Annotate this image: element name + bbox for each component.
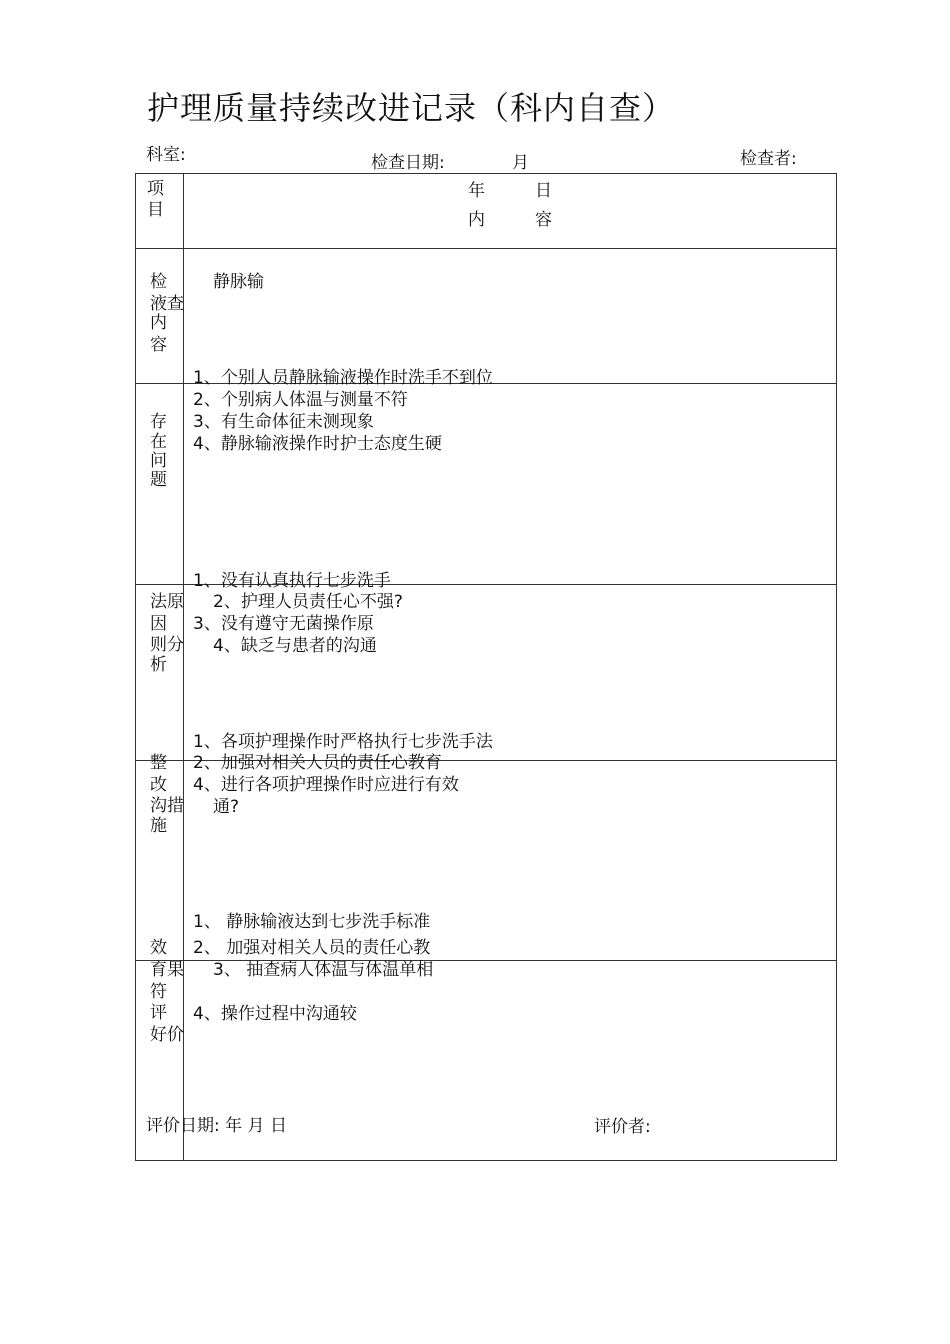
- cause-label-2: 因: [150, 614, 167, 634]
- header-rong: 容: [535, 210, 552, 230]
- effect-item: 1、 静脉输液达到七步洗手标准: [193, 912, 431, 932]
- header-item-1: 项: [147, 179, 164, 199]
- cause-label-3: 则分: [150, 635, 184, 655]
- effect-label-1: 效: [150, 938, 167, 958]
- check-label-d: 容: [150, 335, 167, 355]
- effect-label-2: 育果: [150, 960, 184, 980]
- cause-item: 2、护理人员责任心不强?: [213, 592, 403, 612]
- check-label-a: 检: [150, 272, 167, 292]
- rectify-item: 2、加强对相关人员的责任心教育: [193, 753, 442, 773]
- cause-item: 4、缺乏与患者的沟通: [213, 636, 377, 656]
- effect-label-5: 好价: [150, 1025, 184, 1045]
- evaluator-label: 评价者:: [594, 1117, 651, 1137]
- effect-label-4: 评: [150, 1003, 167, 1023]
- rectify-item: 通?: [213, 797, 240, 817]
- check-label-b: 液查: [150, 294, 184, 314]
- rectify-item: 1、各项护理操作时严格执行七步洗手法: [193, 732, 493, 752]
- rectify-label-4: 施: [150, 816, 167, 836]
- problems-label-1: 存: [150, 412, 167, 432]
- header-item-2: 目: [147, 200, 164, 220]
- column-divider: [183, 173, 184, 1161]
- check-label-c: 内: [150, 313, 167, 333]
- dept-label: 科室:: [146, 145, 186, 165]
- cause-item: 1、没有认真执行七步洗手: [193, 571, 391, 591]
- page-title: 护理质量持续改进记录（科内自查）: [147, 89, 676, 127]
- problem-item: 3、有生命体征未测现象: [193, 412, 374, 432]
- table-border-left: [135, 173, 136, 1161]
- problems-label-3: 问: [150, 451, 167, 471]
- cause-label-4: 析: [150, 655, 167, 675]
- problems-label-4: 题: [150, 470, 167, 490]
- row-line-top: [135, 173, 837, 174]
- row-line-1: [135, 248, 837, 249]
- table-border-right: [836, 173, 837, 1161]
- cause-item: 3、没有遵守无菌操作原: [193, 614, 374, 634]
- problem-item: 1、个别人员静脉输液操作时洗手不到位: [193, 368, 493, 388]
- rectify-label-3: 沟措: [150, 796, 184, 816]
- check-content: 静脉输: [213, 272, 264, 292]
- header-year: 年: [468, 181, 485, 201]
- rectify-item: 4、进行各项护理操作时应进行有效: [193, 775, 459, 795]
- cause-label-1: 法原: [150, 592, 184, 612]
- month-label: 月: [512, 153, 529, 173]
- effect-label-3: 符: [150, 982, 167, 1002]
- problem-item: 2、个别病人体温与测量不符: [193, 390, 408, 410]
- problems-label-2: 在: [150, 432, 167, 452]
- effect-item: 4、操作过程中沟通较: [193, 1004, 357, 1024]
- eval-date: 评价日期: 年 月 日: [146, 1116, 287, 1136]
- check-date-label: 检查日期:: [371, 153, 445, 173]
- row-line-bottom: [135, 1160, 837, 1161]
- header-day: 日: [535, 181, 552, 201]
- header-nei: 内: [468, 210, 485, 230]
- checker-label: 检查者:: [740, 149, 797, 169]
- effect-item: 2、 加强对相关人员的责任心教: [193, 938, 431, 958]
- problem-item: 4、静脉输液操作时护士态度生硬: [193, 434, 442, 454]
- rectify-label-2: 改: [150, 775, 167, 795]
- effect-item: 3、 抽查病人体温与体温单相: [213, 960, 434, 980]
- rectify-label-1: 整: [150, 753, 167, 773]
